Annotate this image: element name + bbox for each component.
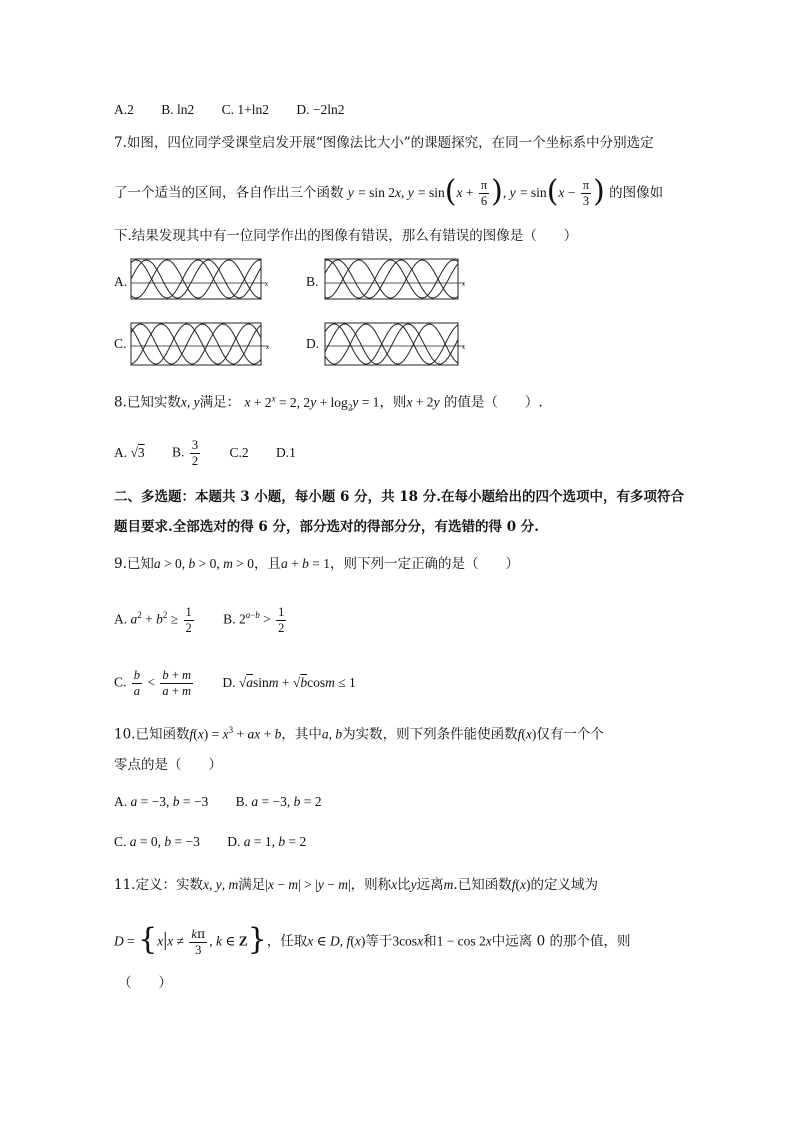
q7-graph-d (322, 320, 472, 368)
q9-stem: 9.已知a > 0, b > 0, m > 0，且a + b = 1，则下列一定正确的是（ ） (114, 556, 520, 572)
q7-functions: y (347, 185, 354, 200)
sine-curve (131, 260, 261, 298)
q10-stem: 10.已知函数$f(x) = x^3$ + ax + b，其中a, b为实数，则下列条件能使函数f(x)仅有一个个 (114, 725, 604, 743)
sine-curve (325, 324, 458, 364)
q11-line3: （ ） (118, 975, 172, 991)
section2-line1: 二、多选题：本题共 3 小题，每小题 6 分，共 18 分.在每小题给出的四个选项中，有多项符合 (114, 489, 684, 505)
svg-text:x: x (462, 280, 466, 288)
sine-curve (325, 324, 458, 364)
q6-option-c: C. 1+ln2 (221, 102, 270, 117)
svg-text:x: x (462, 343, 466, 351)
q10-options-cd: C. a = 0, b = −3 D. a = 1, b = 2 (114, 834, 307, 849)
q6-option-b: B. ln2 (161, 102, 195, 117)
q6-option-d: D. −2ln2 (296, 102, 345, 117)
q6-option-a: A.2 (114, 102, 134, 117)
q7-graph-a (128, 256, 274, 302)
q11-line2: D = {x|x ≠ $\frac{k\pi}{3}$ , k ∈ Z}，任取x ∈ D, f(x)等于3cosx和1 − cos 2x中远离 0 的那个值，则 (114, 922, 631, 957)
q7-line2-end: 的图像如 (609, 185, 664, 201)
q7-graph-c (128, 320, 274, 368)
q9-options-ab: A. $a^2 + b^2$ ≥ $\frac{1}{2}$ B. $2^{a-b}$ > $\frac{1}{2}$ (114, 605, 285, 635)
q10-options-ab: A. a = −3, b = −3 B. a = −3, b = 2 (114, 794, 322, 809)
sine-curve (325, 260, 458, 298)
q7-line3: 下.结果发现其中有一位同学作出的图像有错误，那么有错误的图像是（ ） (114, 228, 578, 244)
q7-graph-b (322, 256, 472, 302)
q7-line2: 了一个适当的区间，各自作出三个函数 y = sin 2x, y = sin(x + $\frac{\pi}{6}$ ), y = sin(x − $\frac{\pi}{3}$ ) 的图像如 (114, 173, 664, 209)
q7-graph-a-axis: x (265, 280, 269, 288)
sine-curve (131, 260, 261, 298)
svg-text:x: x (266, 343, 270, 351)
q7-line1: 7.如图，四位同学受课堂启发开展“图像法比大小”的课题探究，在同一个坐标系中分别选定 (114, 135, 654, 151)
q8-stem: 8.已知实数x, y满足： $x + 2^x = 2$, $2y + \log_2y = 1$，则x + 2y 的值是（ ）. (114, 393, 543, 413)
sine-curve (131, 260, 261, 298)
q7-line2-text: 了一个适当的区间，各自作出三个函数 (114, 185, 344, 201)
q8-options: A. √3 B. $\frac{3}{2}$ C.2 D.1 (114, 438, 296, 468)
q7-label-a: A. (114, 274, 128, 289)
q7-label-d: D. (306, 336, 320, 351)
q10-line2: 零点的是（ ） (114, 757, 222, 773)
q9-options-cd: C. $\frac{b}{a}$ < $\frac{b + m}{a + m}$ D. √asinm + √bcosm ≤ 1 (114, 668, 356, 698)
section2-line2: 题目要求.全部选对的得 6 分，部分选对的得部分分，有选错的得 0 分. (114, 519, 539, 535)
q7-label-c: C. (114, 336, 127, 351)
q7-label-b: B. (306, 274, 319, 289)
q6-options (114, 100, 369, 120)
q11-stem: 11.定义：实数x, y, m满足|x − m| > |y − m|，则称x比y远离m.已知函数f(x)的定义域为 (114, 877, 598, 893)
sine-curve (325, 324, 458, 364)
sine-curve (131, 324, 261, 364)
